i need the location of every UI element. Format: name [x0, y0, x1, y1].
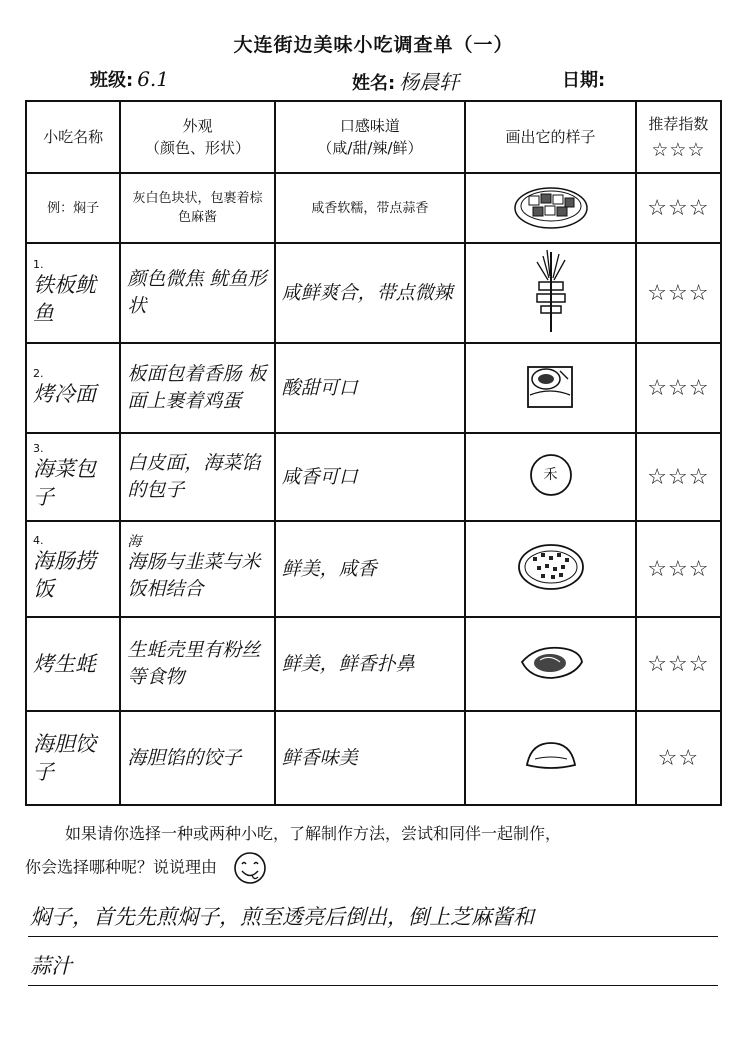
row-appearance: 生蚝壳里有粉丝等食物 [120, 617, 274, 711]
row-name-cell: 海胆饺子 [26, 711, 120, 805]
row-taste: 鲜美，鲜香扑鼻 [275, 617, 466, 711]
row-name-cell: 1. 铁板鱿鱼 [26, 243, 120, 343]
header-snack-name: 小吃名称 [26, 101, 120, 173]
page-title: 大连街边美味小吃调查单（一） [233, 34, 514, 56]
smiley-face-icon [232, 850, 268, 886]
class-value: 6.1 [137, 67, 170, 91]
question-line-1: 如果请你选择一种或两种小吃，了解制作方法，尝试和同伴一起制作， [65, 824, 562, 843]
row-rating: ☆☆☆ [636, 617, 721, 711]
row-name-cell: 4. 海肠捞饭 [26, 521, 120, 617]
student-name-label: 姓名: [352, 73, 396, 94]
row-name-cell: 2. 烤冷面 [26, 343, 120, 433]
cold-noodle-roll-drawing [516, 351, 586, 421]
row-rating: ☆☆☆ [636, 343, 721, 433]
student-name-value: 杨晨轩 [399, 70, 460, 94]
row-appearance: 颜色微焦 鱿鱼形状 [120, 243, 274, 343]
rice-bowl-drawing [515, 539, 587, 595]
table-row [26, 711, 721, 805]
table-row [26, 343, 721, 433]
row-drawing [465, 617, 635, 711]
row-drawing [465, 711, 635, 805]
row-taste: 酸甜可口 [275, 343, 466, 433]
row-drawing [465, 243, 635, 343]
row-appearance: 板面包着香肠 板面上裹着鸡蛋 [120, 343, 274, 433]
question-prompt [25, 818, 730, 886]
example-drawing [465, 173, 635, 243]
row-name-cell: 3. 海菜包子 [26, 433, 120, 521]
row-taste: 鲜美，咸香 [275, 521, 466, 617]
row-rating: ☆☆☆ [636, 243, 721, 343]
table-row [26, 617, 721, 711]
row-rating: ☆☆ [636, 711, 721, 805]
row-taste: 鲜香味美 [275, 711, 466, 805]
answer-line-2: 蒜汁 [28, 947, 718, 986]
answer-line-1: 焖子，首先先煎焖子，煎至透亮后倒出，倒上芝麻酱和 [28, 898, 718, 937]
oyster-drawing [516, 640, 586, 684]
table-row [26, 521, 721, 617]
example-rating: ☆☆☆ [636, 173, 721, 243]
row-taste: 咸鲜爽合，带点微辣 [275, 243, 466, 343]
bun-drawing-label: 禾 [543, 467, 558, 483]
row-rating: ☆☆☆ [636, 433, 721, 521]
row-taste: 咸香可口 [275, 433, 466, 521]
example-taste: 咸香软糯，带点蒜香 [275, 173, 466, 243]
row-appearance: 海 海肠与韭菜与米饭相结合 [120, 521, 274, 617]
date-field [562, 66, 605, 92]
example-row [26, 173, 721, 243]
row-name-cell: 烤生蚝 [26, 617, 120, 711]
example-appearance: 灰白色块状，包裹着棕色麻酱 [120, 173, 274, 243]
example-name: 例：焖子 [26, 173, 120, 243]
row-drawing [465, 433, 635, 521]
date-label: 日期: [562, 70, 606, 91]
header-appearance: 外观 （颜色、形状） [120, 101, 274, 173]
class-field [90, 66, 169, 92]
question-line-2: 你会选择哪种呢？说说理由 [25, 857, 218, 877]
header-rating: 推荐指数 ☆☆☆ [636, 101, 721, 173]
student-name-field [352, 66, 459, 95]
row-drawing [465, 521, 635, 617]
appearance-note: 海 [127, 534, 142, 550]
row-appearance: 海胆馅的饺子 [120, 711, 274, 805]
row-drawing [465, 343, 635, 433]
bun-drawing [526, 450, 576, 500]
row-appearance: 白皮面，海菜馅的包子 [120, 433, 274, 521]
dumpling-drawing [521, 737, 581, 775]
header-drawing: 画出它的样子 [465, 101, 635, 173]
table-row [26, 433, 721, 521]
class-label: 班级: [90, 70, 134, 91]
header-rating-stars: ☆☆☆ [651, 139, 706, 161]
table-row [26, 243, 721, 343]
menzi-dish-drawing [511, 180, 591, 232]
table-header-row [26, 101, 721, 173]
row-rating: ☆☆☆ [636, 521, 721, 617]
answer-area [28, 898, 718, 986]
snack-survey-table [25, 100, 722, 806]
squid-skewer-drawing [521, 248, 581, 334]
header-taste: 口感味道 （咸/甜/辣/鲜） [275, 101, 466, 173]
